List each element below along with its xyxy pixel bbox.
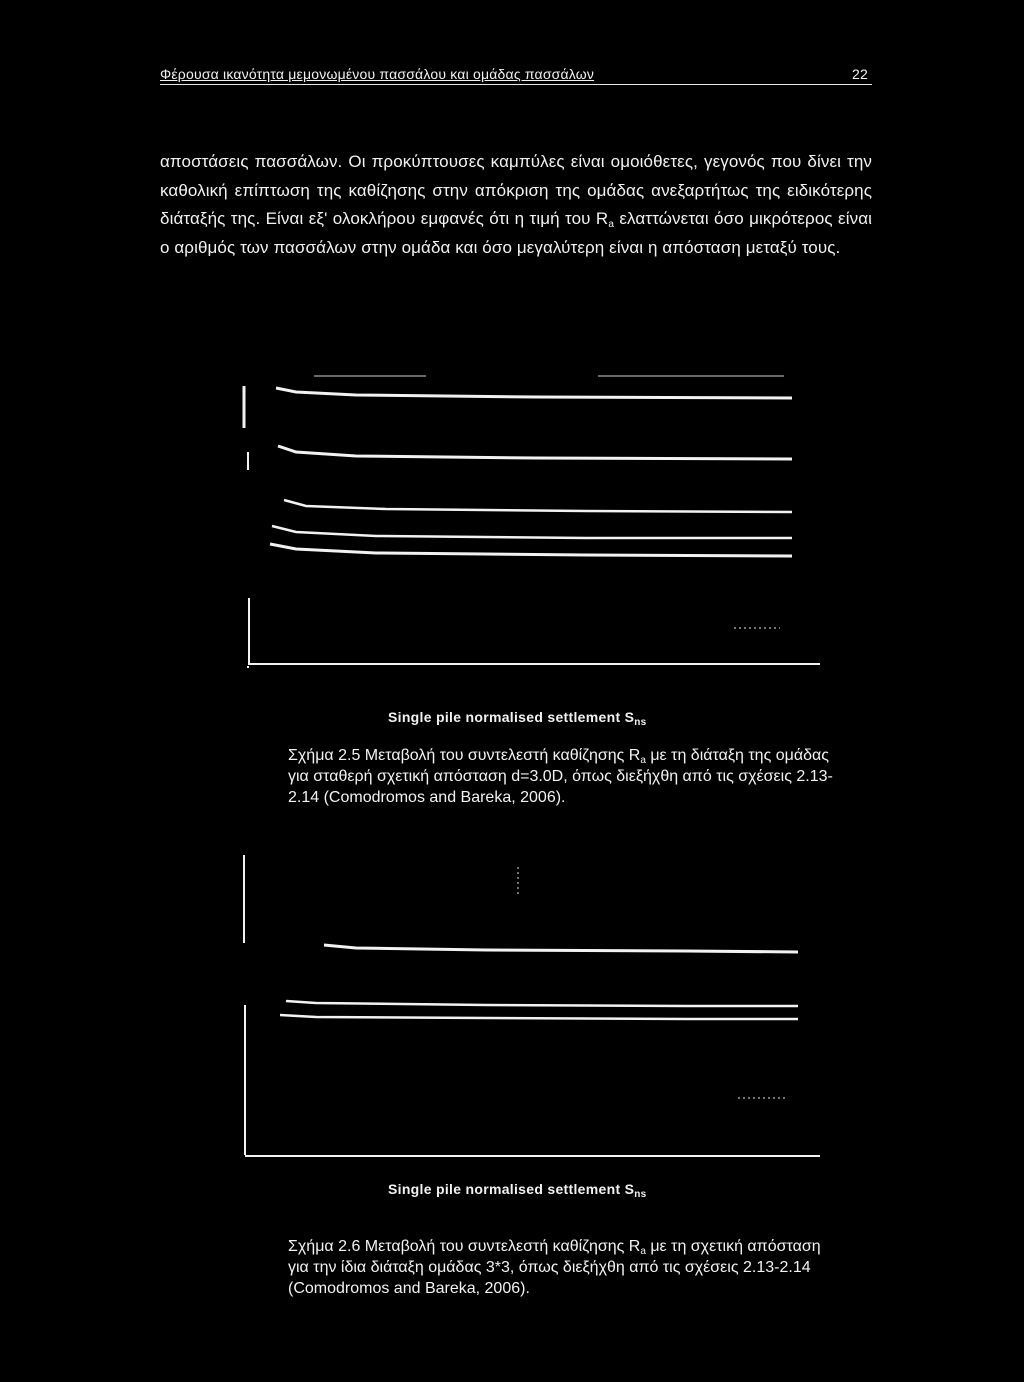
fig2-curve-2 <box>286 1001 798 1006</box>
fig1-curve-4 <box>272 526 792 538</box>
figure-2-6-caption: Σχήμα 2.6 Μεταβολή του συντελεστή καθίζησης $R_a$ με τη σχετική απόσταση για την ίδια διάταξη ομάδας 3*3, όπως διεξήχθη από τις σχέσεις 2.13-2.14 (Comodromos and Bareka, 2006). <box>288 1238 821 1297</box>
figure-2-6-svg <box>236 855 826 1165</box>
page-number: 22 <box>852 66 868 82</box>
fig1-curve-1 <box>276 388 792 398</box>
fig1-curve-3 <box>284 500 792 512</box>
fig1-curve-5 <box>270 544 792 556</box>
running-title: Φέρουσα ικανότητα μεμονωμένου πασσάλου και ομάδας πασσάλων <box>160 66 595 82</box>
running-header <box>160 66 872 85</box>
figure-2-6-xlabel: Single pile normalised settlement $S_{ns}$ <box>388 1181 647 1200</box>
fig1-curve-2 <box>278 446 792 459</box>
figure-2-6-plot <box>236 855 826 1165</box>
body-text-part-2: ελαττώνεται όσο μικρότερος είναι ο αριθμός των πασσάλων στην ομάδα και όσο μεγαλύτερη είναι η απόσταση μεταξύ τους. <box>160 209 872 257</box>
figure-2-5-xlabel: Single pile normalised settlement $S_{ns}$ <box>388 709 647 728</box>
figure-2-5-svg <box>236 368 826 668</box>
body-text-part-1: αποστάσεις πασσάλων. Οι προκύπτουσες καμπύλες είναι ομοιόθετες, γεγονός που δίνει την καθολική επίπτωση της καθίζησης στην απόκριση της ομάδας ανεξαρτήτως της ειδικότερης διάταξής της. Είναι εξ' ολοκλήρου εμφανές ότι η τιμή του R <box>160 152 872 228</box>
body-subscript: a <box>608 219 614 230</box>
figure-2-5-plot <box>236 368 826 668</box>
fig2-curve-3 <box>280 1015 798 1019</box>
fig2-curve-1 <box>324 945 798 952</box>
figure-2-5-caption: Σχήμα 2.5 Μεταβολή του συντελεστή καθίζησης $R_a$ με τη διάταξη της ομάδας για σταθερή σχετική απόσταση d=3.0D, όπως διεξήχθη από τις σχέσεις 2.13-2.14 (Comodromos and Bareka, 2006). <box>288 747 833 806</box>
body-paragraph <box>160 148 872 262</box>
